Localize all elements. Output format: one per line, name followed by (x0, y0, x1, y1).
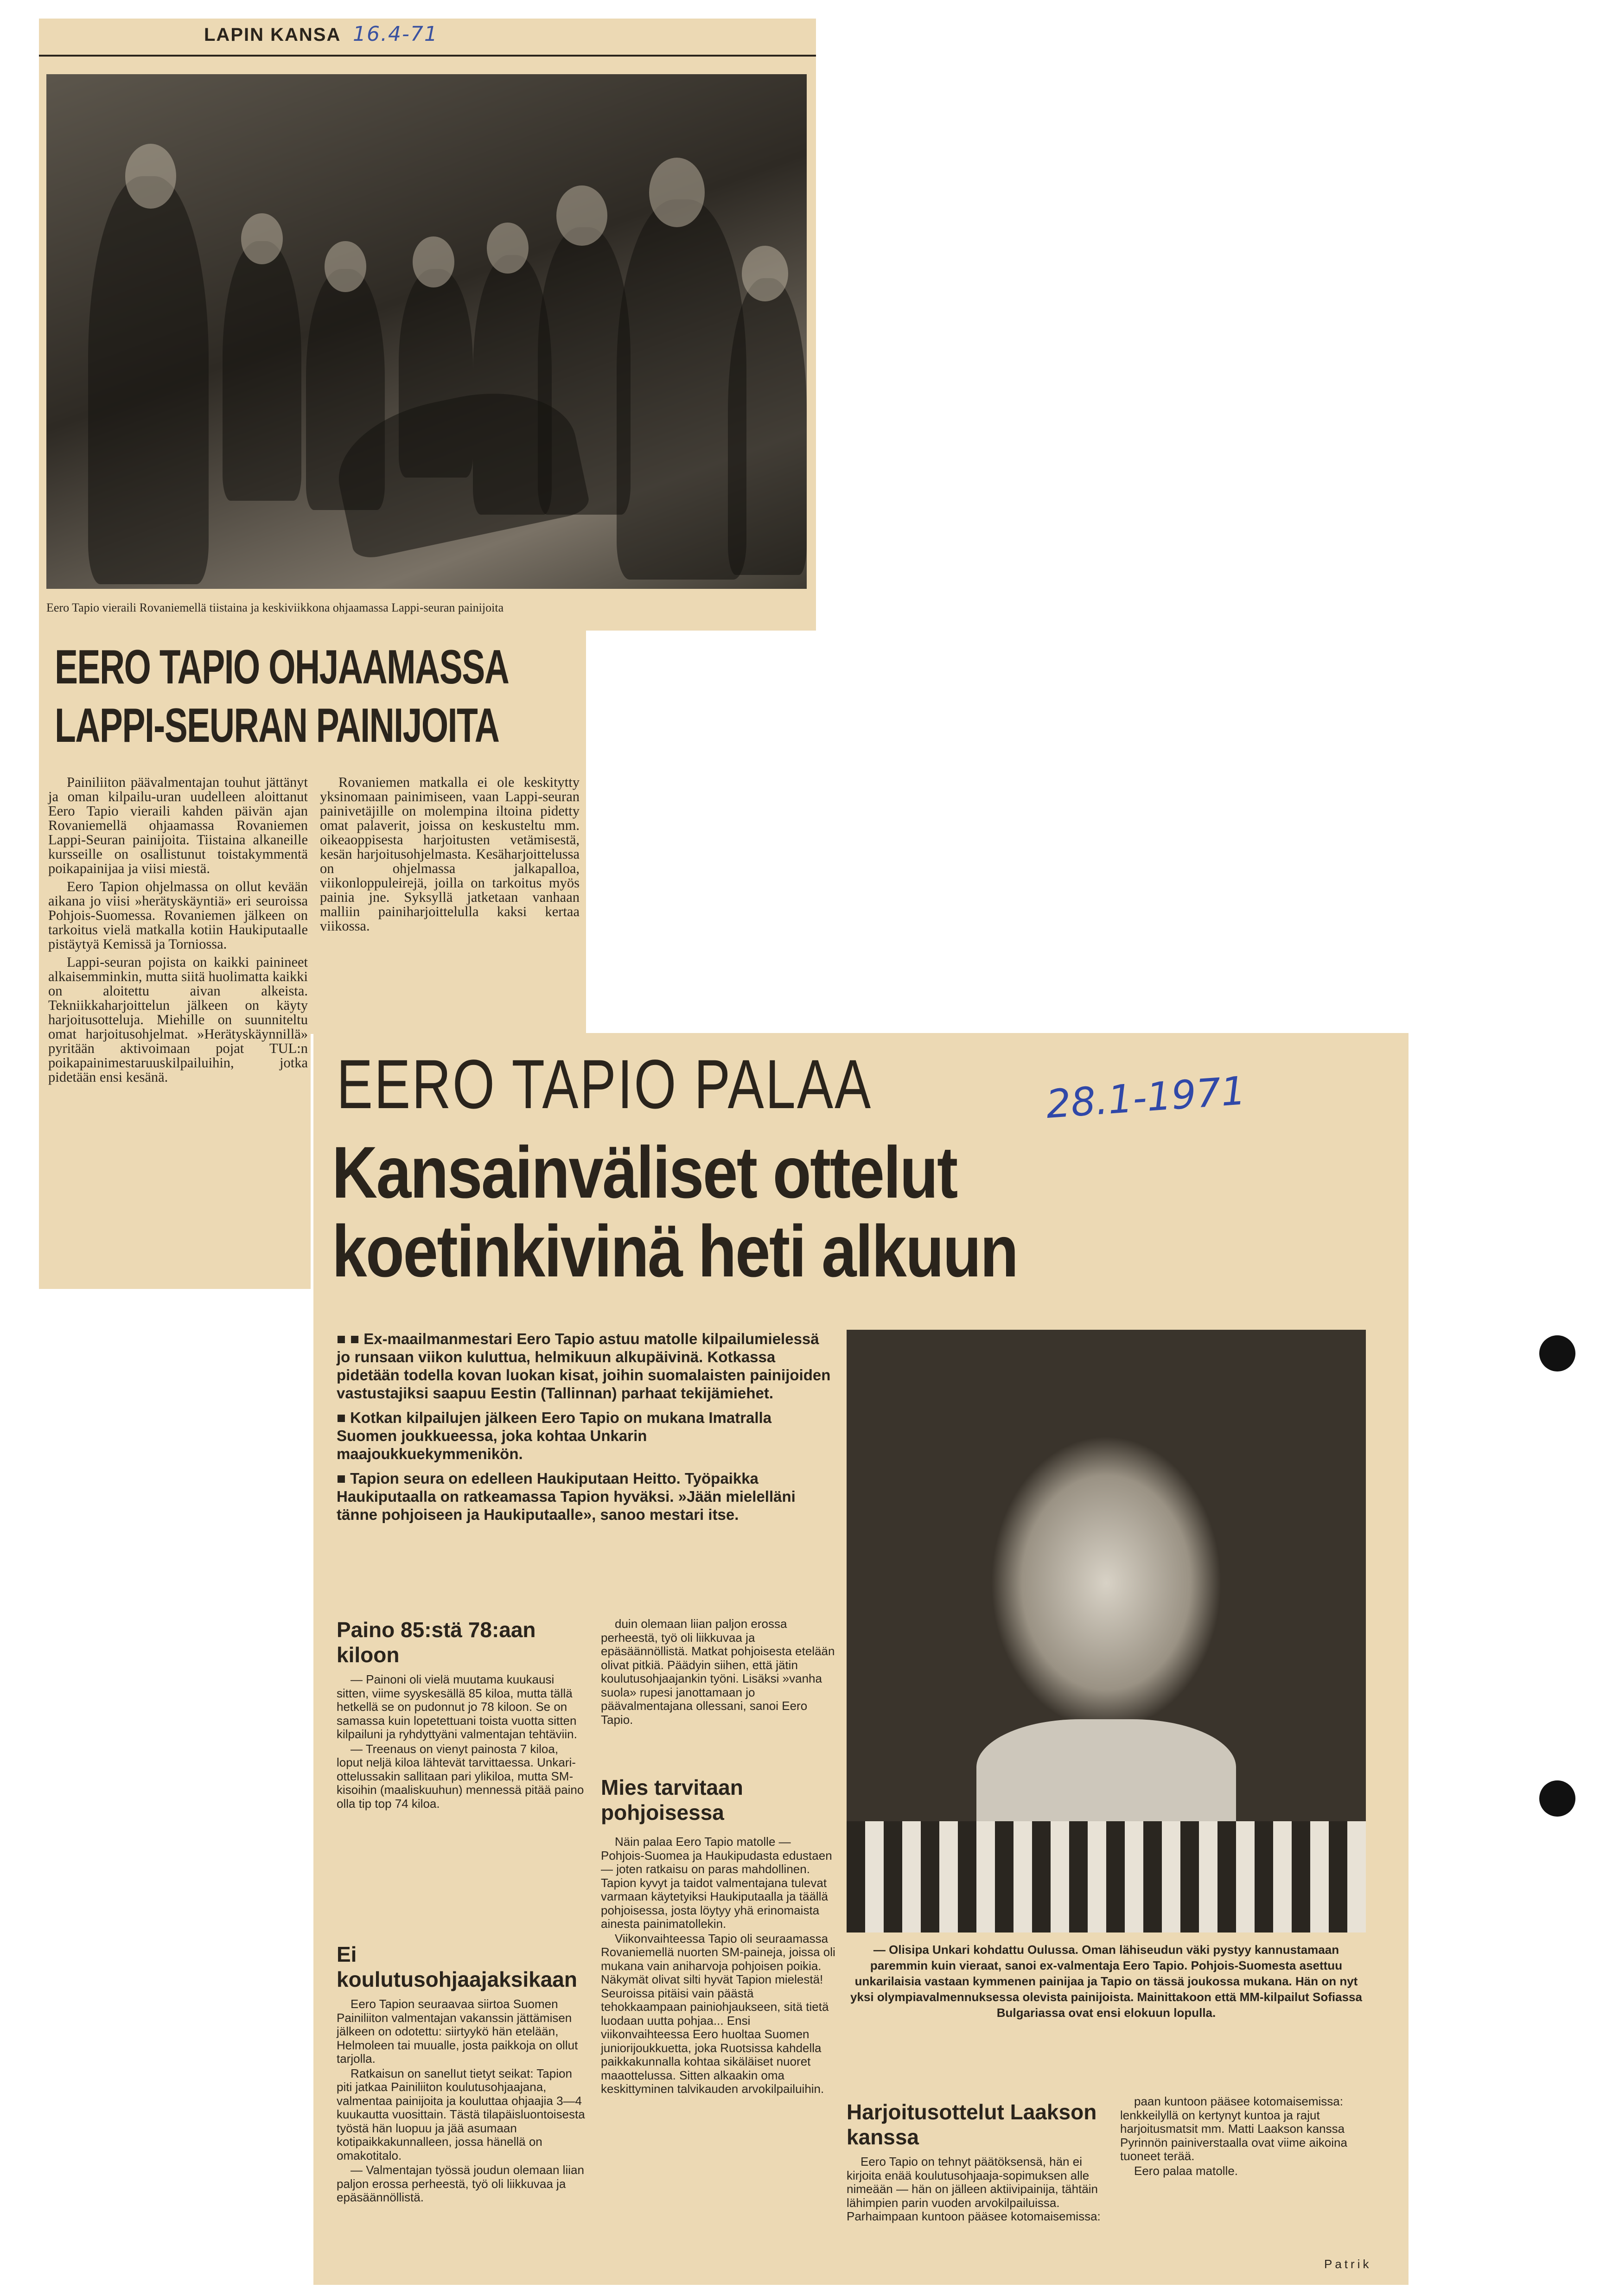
paragraph: Lappi-seuran pojista on kaikki painineet alkaisemminkin, mutta siitä huolimatta kaikki on aloitettu aivan alkeista. Tekniikkaharjoittelun jälkeen on käyty harjoitusotteluja. Miehille on suunniteltu omat harjoitusohjelmat. »Herätyskäynnillä» pyritään aktivoimaan pojat TUL:n poikapainimestaruuskilpailuihin, jotka pidetään ensi kesänä. (48, 954, 308, 1085)
headline-1-line-1: EERO TAPIO OHJAAMASSA (55, 640, 509, 694)
handwritten-date: 28.1-1971 (1045, 1068, 1248, 1127)
article-1-column-2 (320, 775, 580, 937)
punch-hole (1539, 1780, 1575, 1817)
column-3a (847, 2155, 1106, 2225)
column-1b (337, 1997, 587, 2206)
lead-paragraph: ■ ■ Ex-maailmanmestari Eero Tapio astuu matolle kilpailumielessä jo runsaan viikon kuluttua, helmikuun alkupäivinä. Kotkassa pidetään todella kovan luokan kisat, joihin suomalaisten painijoiden vastustajiksi saapuu Eestin (Tallinnan) parhaat tekijämiehet. (337, 1330, 831, 1402)
portrait-photo (847, 1330, 1366, 1932)
group-photo (46, 74, 807, 589)
handwritten-date: 16.4-71 (352, 22, 438, 46)
subheading-4: Harjoitusottelut Laakson kanssa (847, 2100, 1097, 2149)
paragraph: Eero Tapion seuraavaa siirtoa Suomen Painiliiton valmentajan vakanssin jättämisen jälkeen on odotettu: siirtyykö hän etelään, Helmoleen tai muualle, josta paikkoja on ollut tarjolla. (337, 1997, 578, 2066)
headline-2-line-1: Kansainväliset ottelut (332, 1132, 957, 1213)
paragraph: Näin palaa Eero Tapio matolle — Pohjois-Suomea ja Haukipudasta edustaen — joten ratkaisu on paras mahdollinen. Tapion kyvyt ja taidot valmentajana tulevat varmaan käytetyiksi Haukiputaalla ja täällä pohjoisessa, josta löytyy yhä erinomaista ainesta painimatollekin. (601, 1835, 832, 1931)
paragraph: Rovaniemen matkalla ei ole keskitytty yksinomaan painimiseen, vaan Lappi-seuran painivetäjille on molempina iltoina pidetty omat palaverit, joissa on keskusteltu mm. oikeaoppisesta harjoitusten vetämisestä, kesän harjoitusohjelmasta. Kesäharjoittelussa on ohjelmassa jalkapalloa, viikonloppuleirejä, joilla on tarkoitus myös painia jne. Syksyllä jatketaan vanhaan malliin painiharjoittelulla kaksi kertaa viikossa. (320, 774, 580, 934)
subheading-1: Paino 85:stä 78:aan kiloon (337, 1618, 536, 1667)
headline-2-line-2: koetinkivinä heti alkuun (332, 1211, 1018, 1292)
headline-2-top: EERO TAPIO PALAA (337, 1045, 873, 1123)
paragraph: — Valmentajan työssä joudun olemaan liian paljon erossa perheestä, työ oli liikkuvaa ja epäsäännöllistä. (337, 2163, 584, 2204)
paragraph: Ratkaisun on sanelIut tietyt seikat: Tapion piti jatkaa Painiliiton koulutusohjaajana, valmentaa painijoita ja kouluttaa ohjaajia 3—4 kuukautta vuosittain. Tästä tilapäisluontoisesta työstä hän luopuu ja jää asumaan kotipaikkakunnalleen, jossa hänellä on omakotitalo. (337, 2066, 585, 2162)
newspaper-masthead (204, 22, 529, 50)
clipping-2 (313, 1033, 1409, 2285)
signature: Patrik (1324, 2257, 1372, 2271)
paragraph: Eero Tapio on tehnyt päätöksensä, hän ei kirjoita enää koulutusohjaaja-sopimuksen alle nimeään — hän on jälleen aktiivipainija, tähtäin lähimpien parin vuoden arvokilpailuissa. Parhaimpaan kuntoon pääsee kotomaisemissa: (847, 2155, 1101, 2223)
paragraph: Viikonvaihteessa Tapio oli seuraamassa Rovaniemellä nuorten SM-paineja, joissa oli mukana vain aniharvoja pohjoisen poikia. Näkymät olivat silti hyvät Tapion mielestä! Seuroissa pitäisi vain päästä tehokkaampaan painiohjaukseen, sitä tietä luodaan uutta pohjaa... Ensi viikonvaihteessa Eero huoltaa Suomen juniorijoukkuetta, joka Ruotsissa kahdella paikkakunnalla kohtaa sikäläiset nuoret maaottelussa. Sitten alkaakin oma keskittyminen talvikauden arvokilpailuihin. (601, 1931, 835, 2096)
paragraph: — Treenaus on vienyt painosta 7 kiloa, loput neljä kiloa lähtevät tarvittaessa. Unkari-ottelussakin sallitaan pari ylikiloa, mutta SM-kisoihin (maaliskuuhun) mennessä pitää paino olla tip top 74 kiloa. (337, 1741, 584, 1811)
paragraph: Eero palaa matolle. (1134, 2163, 1238, 2178)
article-1-column-1 (48, 775, 308, 1088)
masthead-title: LAPIN KANSA (204, 25, 340, 45)
paragraph: Eero Tapion ohjelmassa on ollut kevään aikana jo viisi »herätyskäyntiä» eri seuroissa Pohjois-Suomessa. Rovaniemen jälkeen on tarkoitus vielä matkalla kotiin Haukiputaalle pistäytyä Kemissä ja Torniossa. (48, 879, 308, 952)
subheading-3: Mies tarvitaan pohjoisessa (601, 1775, 743, 1824)
headline-1-line-2: LAPPI-SEURAN PAINIJOITA (55, 699, 499, 753)
masthead-rule (39, 55, 816, 57)
lead-paragraphs (337, 1330, 833, 1530)
column-2b (601, 1835, 837, 2097)
subheading-2: Ei koulutusohjaajaksikaan (337, 1942, 577, 1991)
paragraph: duin olemaan liian paljon erossa perheestä, työ oli liikkuvaa ja epäsäännöllistä. Matkat pohjoisesta etelään olivat pitkiä. Päädyin siihen, että jätin koulutusohjaajankin työni. Lisäksi »vanha suola» rupesi janottamaan jo päävalmentajana ollessani, sanoi Eero Tapio. (601, 1617, 835, 1727)
photo-caption-1: Eero Tapio vieraili Rovaniemellä tiistaina ja keskiviikkona ohjaamassa Lappi-seuran painijoita (46, 601, 504, 614)
punch-hole (1539, 1335, 1575, 1371)
lead-paragraph: ■ Tapion seura on edelleen Haukiputaan Heitto. Työpaikka Haukiputaalla on ratkeamassa Tapion hyväksi. »Jään mielelläni tänne pohjoiseen ja Haukiputaalle», sanoo mestari itse. (337, 1470, 796, 1523)
column-1a (337, 1673, 587, 1811)
column-4a (1120, 2095, 1370, 2179)
column-2a (601, 1617, 837, 1728)
lead-paragraph: ■ Kotkan kilpailujen jälkeen Eero Tapio on mukana Imatralla Suomen joukkueessa, joka kohtaa Unkarin maajoukkuekymmenikön. (337, 1409, 772, 1462)
portrait-caption: — Olisipa Unkari kohdattu Oulussa. Oman lähiseudun väki pystyy kannustamaan paremmin kuin vieraat, sanoi ex-valmentaja Eero Tapio. Pohjois-Suomesta asettuu unkarilaisia vastaan kymmenen painijaa ja Tapio on tässä joukossa mukana. Hän on nyt yksi olympiavalmennuksessa olevista painijoista. Mainittakoon että MM-kilpailut Sofiassa Bulgariassa ovat ensi elokuun lopulla. (850, 1943, 1362, 2020)
paragraph: Painiliiton päävalmentajan touhut jättänyt ja oman kilpailu-uran uudelleen aloittanut Eero Tapio vieraili kahden päivän ajan Rovaniemellä ohjaamassa Rovaniemen Lappi-Seuran painijoita. Tiistaina alkaneille kursseille on osallistunut toistakymmentä poikapainijaa ja viisi miestä. (48, 774, 308, 876)
paragraph: — Painoni oli vielä muutama kuukausi sitten, viime syyskesällä 85 kiloa, mutta tällä hetkellä se on pudonnut jo 78 kiloon. Se on samassa kuin lopetettuani toista vuotta sitten kilpailuni ja ryhdyttyäni valmentajan tehtäviin. (337, 1672, 577, 1741)
paragraph: paan kuntoon pääsee kotomaisemissa: lenkkeilyllä on kertynyt kuntoa ja rajut harjoitusmatsit mm. Matti Laakson kanssa Pyrinnön painiverstaalla ovat viime aikoina tuoneet terää. (1120, 2094, 1347, 2163)
